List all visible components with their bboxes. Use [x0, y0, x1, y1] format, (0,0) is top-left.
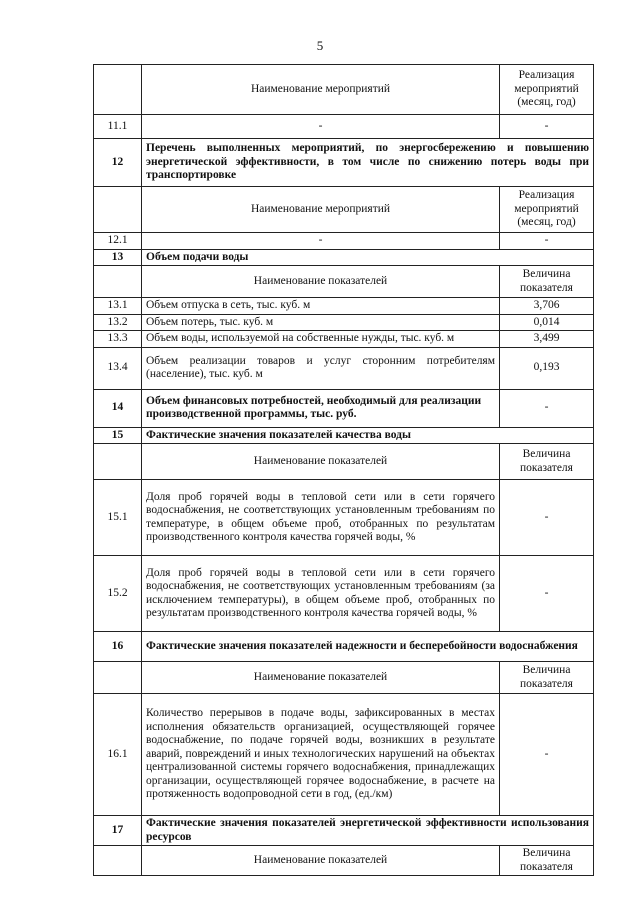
row-name: Объем воды, используемой на собственные нужды, тыс. куб. м — [142, 331, 500, 348]
row-name: - — [142, 233, 500, 250]
column-header: Величина показателя — [500, 662, 594, 694]
table-row — [94, 266, 594, 298]
row-number: 13.4 — [94, 347, 142, 389]
column-header: Наименование мероприятий — [142, 187, 500, 233]
table-cell — [94, 266, 142, 298]
table-row — [94, 139, 594, 187]
table-row — [94, 331, 594, 348]
table-cell — [94, 846, 142, 876]
row-name: Количество перерывов в подаче воды, зафиксированных в местах исполнения обязательств организацией, осуществляющей горячее водоснабжение, по подаче горячей воды, возникших в результате аварий, повреждений и иных технологических нарушений на объектах централизованной системы горячего водоснабжения, принадлежащих организации, осуществляющей горячее водоснабжение, в расчете на протяженность водопроводной сети в год, (ед./км) — [142, 694, 500, 816]
table-row — [94, 427, 594, 444]
table-row — [94, 846, 594, 876]
column-header: Величина показателя — [500, 846, 594, 876]
row-number: 15.2 — [94, 556, 142, 632]
page-number: 5 — [316, 38, 324, 53]
row-value: - — [500, 694, 594, 816]
section-title: Фактические значения показателей надежности и бесперебойности водоснабжения — [142, 632, 594, 662]
row-name: Доля проб горячей воды в тепловой сети или в сети горячего водоснабжения, не соответствующих установленным требованиям (за исключением температуры), в общем объеме проб, отобранных по результатам производственного контроля качества горячей воды, % — [142, 556, 500, 632]
table-row — [94, 115, 594, 139]
table-row — [94, 65, 594, 115]
row-number: 15.1 — [94, 480, 142, 556]
table-row — [94, 233, 594, 250]
row-name: Объем отпуска в сеть, тыс. куб. м — [142, 298, 500, 315]
section-title: Фактические значения показателей энергетической эффективности использования ресурсов — [142, 816, 594, 846]
table-row — [94, 662, 594, 694]
row-value: - — [500, 115, 594, 139]
table-cell — [94, 662, 142, 694]
row-value: - — [500, 480, 594, 556]
table-row — [94, 556, 594, 632]
row-name: Доля проб горячей воды в тепловой сети или в сети горячего водоснабжения, не соответствующих установленным требованиям по температуре, в общем объеме проб, отобранных по результатам производственного контроля качества горячей воды, % — [142, 480, 500, 556]
column-header: Реализация мероприятий (месяц, год) — [500, 187, 594, 233]
row-name: Объем реализации товаров и услуг сторонним потребителям (население), тыс. куб. м — [142, 347, 500, 389]
table-cell — [94, 444, 142, 480]
section-title: Объем подачи воды — [142, 249, 594, 266]
section-title: Фактические значения показателей качества воды — [142, 427, 594, 444]
row-name: - — [142, 115, 500, 139]
row-number: 16.1 — [94, 694, 142, 816]
column-header: Величина показателя — [500, 266, 594, 298]
row-number: 13.3 — [94, 331, 142, 348]
column-header: Наименование показателей — [142, 444, 500, 480]
row-number: 13.1 — [94, 298, 142, 315]
column-header: Реализация мероприятий (месяц, год) — [500, 65, 594, 115]
row-number: 12.1 — [94, 233, 142, 250]
table-row — [94, 249, 594, 266]
row-value: 3,706 — [500, 298, 594, 315]
row-value: - — [500, 389, 594, 427]
table-row — [94, 347, 594, 389]
row-value: 3,499 — [500, 331, 594, 348]
row-number: 11.1 — [94, 115, 142, 139]
table-row — [94, 187, 594, 233]
table-row — [94, 314, 594, 331]
section-number: 16 — [94, 632, 142, 662]
section-number: 15 — [94, 427, 142, 444]
table-row — [94, 389, 594, 427]
section-number: 17 — [94, 816, 142, 846]
row-value: 0,193 — [500, 347, 594, 389]
column-header: Наименование мероприятий — [142, 65, 500, 115]
table-row — [94, 816, 594, 846]
section-number: 13 — [94, 249, 142, 266]
table-cell — [94, 187, 142, 233]
row-value: - — [500, 556, 594, 632]
table-row — [94, 694, 594, 816]
row-value: - — [500, 233, 594, 250]
section-number: 14 — [94, 389, 142, 427]
row-name: Объем потерь, тыс. куб. м — [142, 314, 500, 331]
section-title: Объем финансовых потребностей, необходимый для реализации производственной программы, тыс. руб. — [142, 389, 500, 427]
table-cell — [94, 65, 142, 115]
column-header: Наименование показателей — [142, 846, 500, 876]
row-number: 13.2 — [94, 314, 142, 331]
indicators-table — [93, 64, 594, 876]
table-row — [94, 632, 594, 662]
table-row — [94, 298, 594, 315]
column-header: Наименование показателей — [142, 266, 500, 298]
table-row — [94, 480, 594, 556]
section-number: 12 — [94, 139, 142, 187]
column-header: Величина показателя — [500, 444, 594, 480]
section-title: Перечень выполненных мероприятий, по энергосбережению и повышению энергетической эффективности, в том числе по снижению потерь воды при транспортировке — [142, 139, 594, 187]
row-value: 0,014 — [500, 314, 594, 331]
column-header: Наименование показателей — [142, 662, 500, 694]
table-row — [94, 444, 594, 480]
